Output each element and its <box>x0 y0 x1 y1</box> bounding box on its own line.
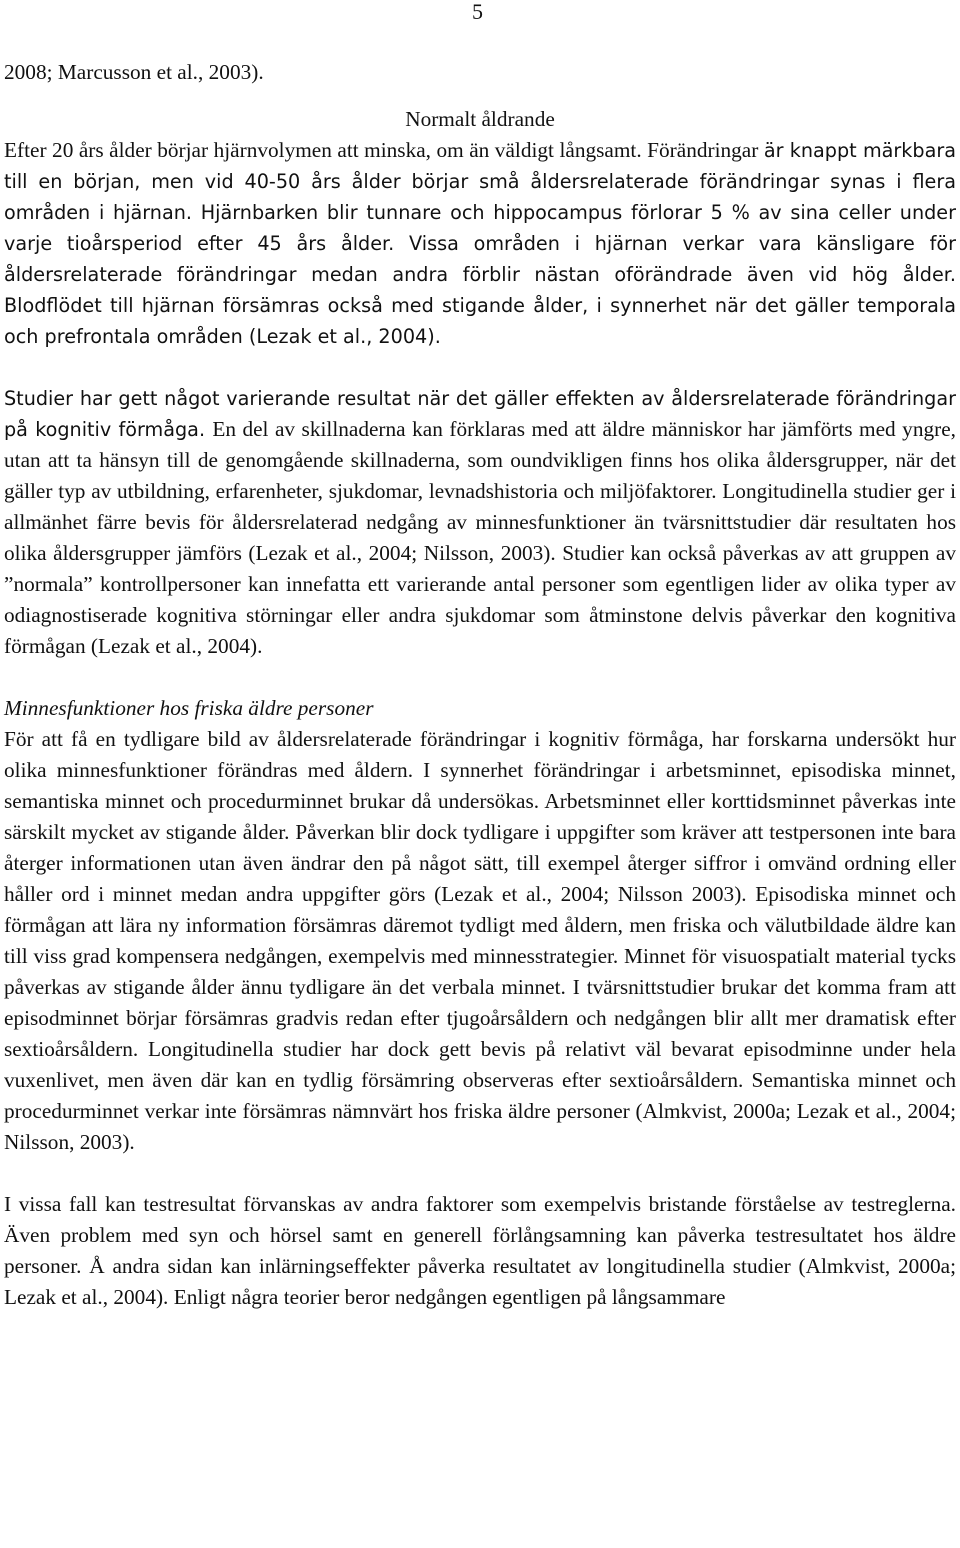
document-body <box>4 57 956 1313</box>
section-title: Normalt åldrande <box>405 107 555 131</box>
paragraph-cognitive-studies <box>4 383 956 662</box>
paragraph-test-factors: I vissa fall kan testresultat förvanskas av andra faktorer som exempelvis bristande förståelse av testreglerna. Även problem med syn och hörsel samt en generell förlångsamning kan påverka testresultatet hos äldre personer. Å andra sidan kan inlärningseffekter påverka resultatet av longitudinella studier (Almkvist, 2000a; Lezak et al., 2004). Enligt några teorier beror nedgången egentligen på långsammare <box>4 1192 956 1309</box>
subheading-memory-functions: Minnesfunktioner hos friska äldre personer <box>4 696 374 720</box>
paragraph-gap <box>4 1158 956 1189</box>
paragraph-normal-aging <box>4 135 956 352</box>
intro-line: 2008; Marcusson et al., 2003). <box>4 60 264 84</box>
paragraph-memory-functions: För att få en tydligare bild av åldersrelaterade förändringar i kognitiv förmåga, har forskarna undersökt hur olika minnesfunktioner förändras med åldern. I synnerhet förändringar i arbetsminnet, episodiska minnet, semantiska minnet och procedurminnet brukar då undersökas. Arbetsminnet eller korttidsminnet påverkas inte särskilt mycket av stigande ålder. Påverkan blir dock tydligare i uppgifter som kräver att testpersonen inte bara återger informationen utan även ändrar den på något sätt, till exempel återger siffror i omvänd ordning eller håller ord i minnet medan andra uppgifter görs (Lezak et al., 2004; Nilsson 2003). Episodiska minnet och förmågan att lära ny information försämras däremot tydligt med åldern, men friska och välutbildade äldre kan till viss grad kompensera nedgången, exempelvis med minnesstrategier. Minnet för visuospatialt material tycks påverkas av stigande ålder ännu tydligare än det verbala minnet. I tvärsnittstudier brukar det komma fram att episodminnet börjar försämras gradvis redan efter tjugoårsåldern och nedgången blir allt mer dramatisk efter sextioårsåldern. Longitudinella studier har dock gett bevis på relativt väl bevarat episodminne under hela vuxenlivet, men även där kan en tydlig försämring observeras efter sextioårsåldern. Semantiska minnet och procedurminnet verkar inte försämras nämnvärt hos friska äldre personer (Almkvist, 2000a; Lezak et al., 2004; Nilsson, 2003). <box>4 727 956 1154</box>
paragraph-cognitive-studies-body: En del av skillnaderna kan förklaras med att äldre människor har jämförts med yngre, utan att ta hänsyn till de genomgående skillnaderna, som oundvikligen finns hos olika åldersgrupper, när det gäller typ av utbildning, erfarenheter, sjukdomar, levnadshistoria och miljöfaktorer. Longitudinella studier ger i allmänhet färre bevis för åldersrelaterad nedgång av minnesfunktioner än tvärsnittstudier där resultaten hos olika åldersgrupper jämförs (Lezak et al., 2004; Nilsson, 2003). Studier kan också påverkas av att gruppen av ”normala” kontrollpersoner kan innefatta ett varierande antal personer som egentligen lider av olika typer av odiagnostiserade kognitiva störningar eller andra sjukdomar som åtminstone delvis påverkar den kognitiva förmågan (Lezak et al., 2004). <box>4 417 956 658</box>
page-number: 5 <box>472 0 483 24</box>
paragraph-normal-aging-body: är knappt märkbara till en början, men vid 40-50 års ålder börjar små åldersrelaterade förändringar synas i flera områden i hjärnan. Hjärnbarken blir tunnare och hippocampus förlorar 5 % av sina celler under varje tioårsperiod efter 45 års ålder. Vissa områden i hjärnan verkar vara känsligare för åldersrelaterade förändringar medan andra förblir nästan oförändrade även vid hög ålder. Blodflödet till hjärnan försämras också med stigande ålder, i synnerhet när det gäller temporala och prefrontala områden (Lezak et al., 2004). <box>4 139 956 348</box>
paragraph-normal-aging-first-line: Efter 20 års ålder börjar hjärnvolymen att minska, om än väldigt långsamt. Förändringar <box>4 138 764 162</box>
paragraph-gap <box>4 352 956 383</box>
paragraph-cognitive-studies-intro: Studier har gett något varierande resultat när det gäller effekten av åldersrelaterade förändringar på kognitiv förmåga. <box>4 387 956 441</box>
paragraph-gap <box>4 662 956 693</box>
